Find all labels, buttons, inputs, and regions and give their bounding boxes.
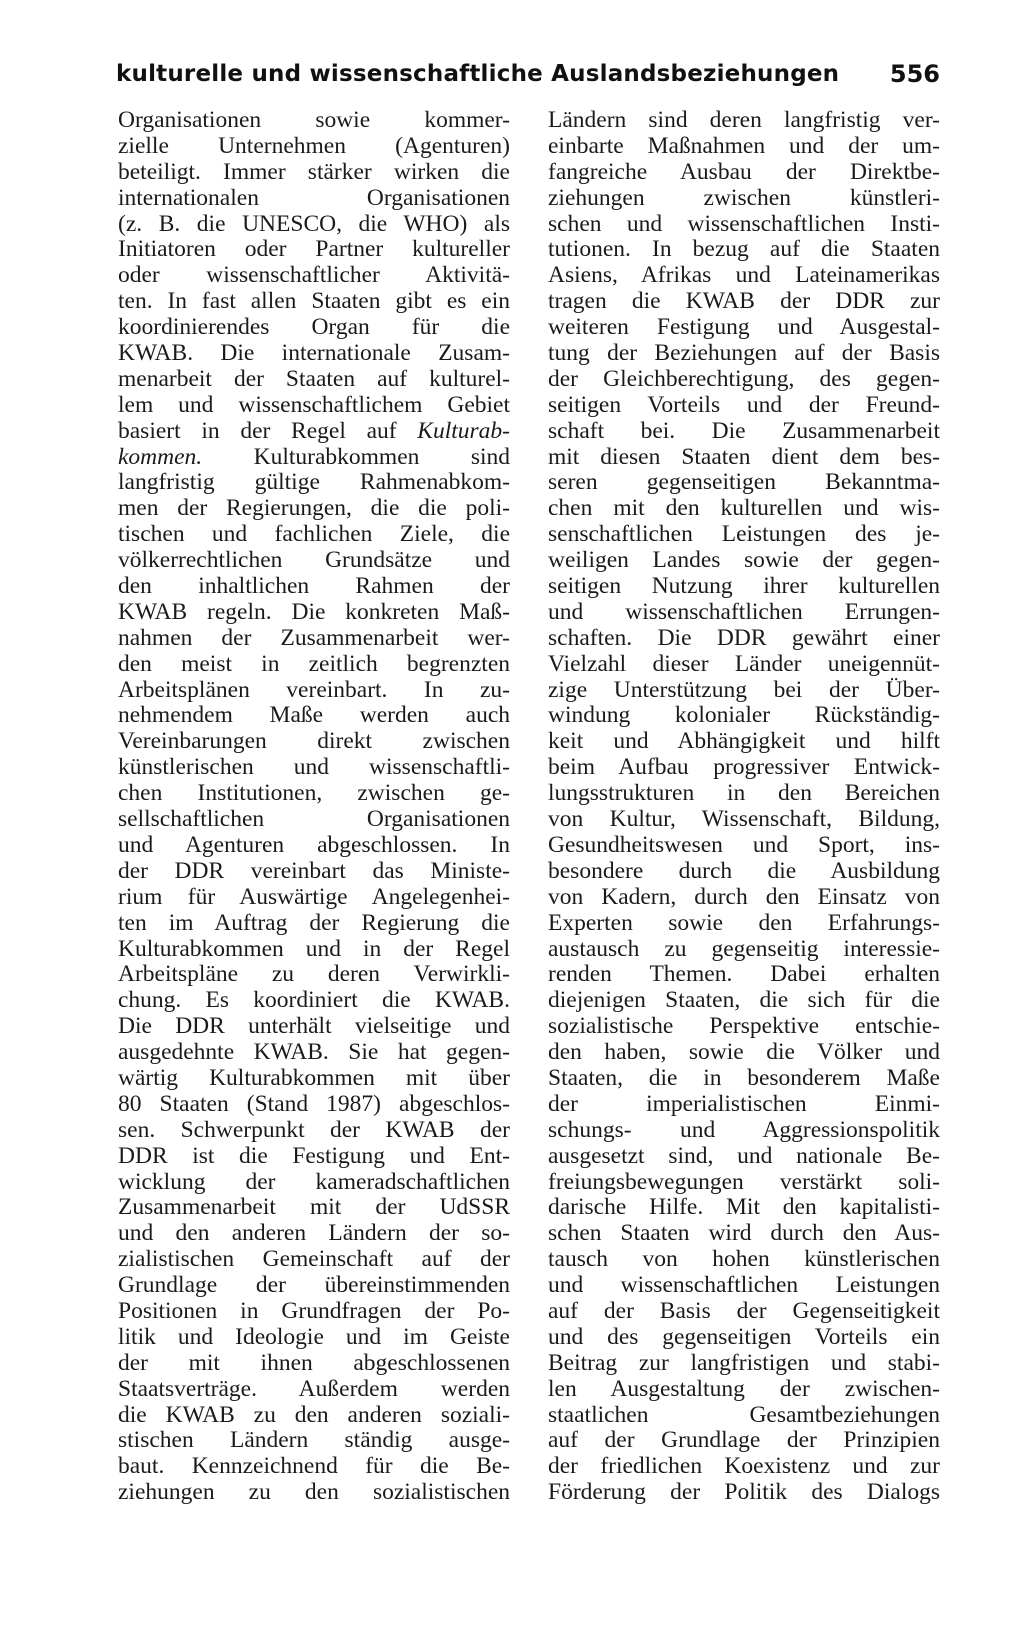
text-line: senschaftlichen Leistungen des je-: [548, 521, 940, 548]
text-line: Arbeitsplänen vereinbart. In zu-: [118, 676, 510, 703]
text-line: der Gleichberechtigung, des gegen-: [548, 365, 940, 392]
text-line: schaft bei. Die Zusammenarbeit: [548, 417, 940, 444]
text-line: chen mit den kulturellen und wis-: [548, 495, 940, 522]
text-line: ausgesetzt sind, und nationale Be-: [548, 1142, 940, 1169]
text-line: auf der Basis der Gegenseitigkeit: [548, 1297, 940, 1324]
text-line: der friedlichen Koexistenz und zur: [548, 1453, 940, 1480]
text-line: Experten sowie den Erfahrungs-: [548, 909, 940, 936]
text-line: seren gegenseitigen Bekanntma-: [548, 469, 940, 496]
text-line: darische Hilfe. Mit den kapitalisti-: [548, 1194, 940, 1221]
text-line: einbarte Maßnahmen und der um-: [548, 132, 940, 159]
text-line: oder wissenschaftlicher Aktivitä-: [118, 262, 510, 289]
text-segment: basiert in der Regel auf: [118, 417, 418, 444]
text-line: und wissenschaftlichen Leistungen: [548, 1272, 940, 1299]
text-line: den meist in zeitlich begrenzten: [118, 650, 510, 677]
text-line: stischen Ländern ständig ausge-: [118, 1427, 510, 1454]
text-line: tausch von hohen künstlerischen: [548, 1246, 940, 1273]
text-line: Kulturabkommen und in der Regel: [118, 935, 510, 962]
text-line: ziehungen zwischen künstleri-: [548, 184, 940, 211]
text-line: mit diesen Staaten dient dem bes-: [548, 443, 940, 470]
text-line: besondere durch die Ausbildung: [548, 857, 940, 884]
text-line: weiligen Landes sowie der gegen-: [548, 547, 940, 574]
text-line: len Ausgestaltung der zwischen-: [548, 1375, 940, 1402]
text-line: Arbeitspläne zu deren Verwirkli-: [118, 961, 510, 988]
text-line: Zusammenarbeit mit der UdSSR: [118, 1194, 510, 1221]
text-line: freiungsbewegungen verstärkt soli-: [548, 1168, 940, 1195]
text-line: Grundlage der übereinstimmenden: [118, 1272, 510, 1299]
text-line: schen und wissenschaftlichen Insti-: [548, 210, 940, 237]
text-line: wicklung der kameradschaftlichen: [118, 1168, 510, 1195]
text-line: [118, 419, 510, 445]
text-line: und den anderen Ländern der so-: [118, 1220, 510, 1247]
text-line: Initiatoren oder Partner kultureller: [118, 236, 510, 263]
text-line: den inhaltlichen Rahmen der: [118, 573, 510, 600]
text-line: Organisationen sowie kommer-: [118, 107, 510, 133]
text-line: koordinierendes Organ für die: [118, 314, 510, 341]
text-line: tischen und fachlichen Ziele, die: [118, 521, 510, 548]
text-line: zige Unterstützung bei der Über-: [548, 676, 940, 703]
text-line: Förderung der Politik des Dialogs: [548, 1479, 940, 1506]
text-line: künstlerischen und wissenschaftli-: [118, 754, 510, 781]
text-line: Gesundheitswesen und Sport, ins-: [548, 831, 940, 858]
text-line: KWAB. Die internationale Zusam-: [118, 340, 510, 367]
text-line: diejenigen Staaten, die sich für die: [548, 987, 940, 1014]
text-line: 80 Staaten (Stand 1987) abgeschlos-: [118, 1090, 510, 1117]
text-line: windung kolonialer Rückständig-: [548, 702, 940, 729]
text-line: seitigen Nutzung ihrer kulturellen: [548, 573, 940, 600]
italic-term: Kulturab-: [417, 417, 510, 444]
text-line: (z. B. die UNESCO, die WHO) als: [118, 210, 510, 237]
text-segment: Kulturabkommen sind: [202, 443, 510, 470]
text-line: fangreiche Ausbau der Direktbe-: [548, 158, 940, 185]
text-line: zielle Unternehmen (Agenturen): [118, 132, 510, 159]
text-line: austausch zu gegenseitig interessie-: [548, 935, 940, 962]
text-line: von Kultur, Wissenschaft, Bildung,: [548, 806, 940, 833]
text-line: Beitrag zur langfristigen und stabi-: [548, 1349, 940, 1376]
text-line: staatlichen Gesamtbeziehungen: [548, 1401, 940, 1428]
text-line: chung. Es koordiniert die KWAB.: [118, 987, 510, 1014]
text-line: menarbeit der Staaten auf kulturel-: [118, 365, 510, 392]
text-line: wärtig Kulturabkommen mit über: [118, 1064, 510, 1091]
text-line: Staatsverträge. Außerdem werden: [118, 1375, 510, 1402]
text-line: men der Regierungen, die die poli-: [118, 495, 510, 522]
text-line: DDR ist die Festigung und Ent-: [118, 1142, 510, 1169]
text-line: schungs- und Aggressionspolitik: [548, 1116, 940, 1143]
text-line: chen Institutionen, zwischen ge-: [118, 780, 510, 807]
text-line: den haben, sowie die Völker und: [548, 1039, 940, 1066]
text-line: rium für Auswärtige Angelegenhei-: [118, 883, 510, 910]
text-line: beim Aufbau progressiver Entwick-: [548, 754, 940, 781]
text-line: KWAB regeln. Die konkreten Maß-: [118, 598, 510, 625]
running-header: [116, 52, 940, 96]
text-line: weiteren Festigung und Ausgestal-: [548, 314, 940, 341]
text-line: lem und wissenschaftlichem Gebiet: [118, 391, 510, 418]
text-line: die KWAB zu den anderen soziali-: [118, 1401, 510, 1428]
text-line: nahmen der Zusammenarbeit wer-: [118, 624, 510, 651]
text-line: der imperialistischen Einmi-: [548, 1090, 940, 1117]
text-line: langfristig gültige Rahmenabkom-: [118, 469, 510, 496]
text-line: litik und Ideologie und im Geiste: [118, 1323, 510, 1350]
text-line: und wissenschaftlichen Errungen-: [548, 598, 940, 625]
text-line: ten im Auftrag der Regierung die: [118, 909, 510, 936]
text-line: Vielzahl dieser Länder uneigennüt-: [548, 650, 940, 677]
text-line: und des gegenseitigen Vorteils ein: [548, 1323, 940, 1350]
text-line: ziehungen zu den sozialistischen: [118, 1479, 510, 1506]
text-line: internationalen Organisationen: [118, 184, 510, 211]
text-line: zialistischen Gemeinschaft auf der: [118, 1246, 510, 1273]
text-line: Positionen in Grundfragen der Po-: [118, 1297, 510, 1324]
text-line: baut. Kennzeichnend für die Be-: [118, 1453, 510, 1480]
text-line: sozialistische Perspektive entschie-: [548, 1013, 940, 1040]
left-column: [118, 108, 510, 1506]
text-line: der mit ihnen abgeschlossenen: [118, 1349, 510, 1376]
text-line: schaften. Die DDR gewährt einer: [548, 624, 940, 651]
text-line: der DDR vereinbart das Ministe-: [118, 857, 510, 884]
text-line: völkerrechtlichen Grundsätze und: [118, 547, 510, 574]
text-line: schen Staaten wird durch den Aus-: [548, 1220, 940, 1247]
text-line: sellschaftlichen Organisationen: [118, 806, 510, 833]
text-line: von Kadern, durch den Einsatz von: [548, 883, 940, 910]
text-line: ten. In fast allen Staaten gibt es ein: [118, 288, 510, 315]
right-column: [548, 108, 940, 1506]
text-line: Staaten, die in besonderem Maße: [548, 1064, 940, 1091]
text-line: seitigen Vorteils und der Freund-: [548, 391, 940, 418]
text-line: nehmendem Maße werden auch: [118, 702, 510, 729]
text-line: lungsstrukturen in den Bereichen: [548, 780, 940, 807]
text-line: Die DDR unterhält vielseitige und: [118, 1013, 510, 1040]
text-line: renden Themen. Dabei erhalten: [548, 961, 940, 988]
italic-term: kommen.: [118, 443, 203, 470]
text-line: tutionen. In bezug auf die Staaten: [548, 236, 940, 263]
text-line: Ländern sind deren langfristig ver-: [548, 107, 940, 133]
text-line: [118, 445, 510, 471]
text-line: tragen die KWAB der DDR zur: [548, 288, 940, 315]
text-line: Vereinbarungen direkt zwischen: [118, 728, 510, 755]
text-line: und Agenturen abgeschlossen. In: [118, 831, 510, 858]
text-line: ausgedehnte KWAB. Sie hat gegen-: [118, 1039, 510, 1066]
text-line: sen. Schwerpunkt der KWAB der: [118, 1116, 510, 1143]
header-title: kulturelle und wissenschaftliche Auslandsbeziehungen: [116, 61, 840, 87]
page-number: 556: [889, 60, 940, 88]
text-line: Asiens, Afrikas und Lateinamerikas: [548, 262, 940, 289]
text-line: tung der Beziehungen auf der Basis: [548, 340, 940, 367]
text-line: keit und Abhängigkeit und hilft: [548, 728, 940, 755]
text-line: auf der Grundlage der Prinzipien: [548, 1427, 940, 1454]
text-line: beteiligt. Immer stärker wirken die: [118, 158, 510, 185]
